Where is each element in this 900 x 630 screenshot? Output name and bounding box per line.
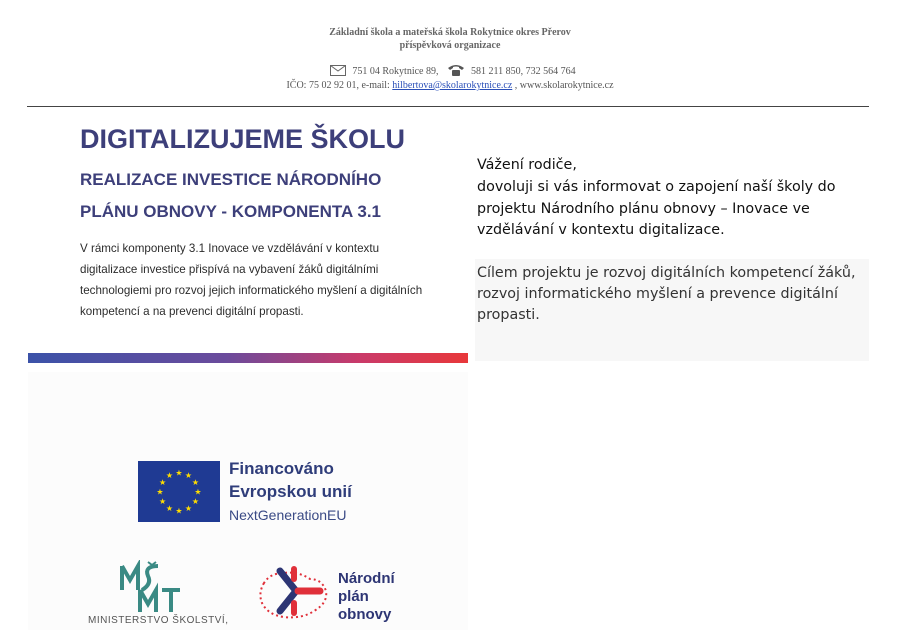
eu-funded-line3: NextGenerationEU bbox=[229, 507, 347, 523]
banner-gradient-stripe bbox=[28, 353, 468, 363]
letter-paragraph2-line: propasti. bbox=[477, 307, 540, 323]
phone-numbers: 581 211 850, 732 564 764 bbox=[470, 65, 576, 77]
eu-flag-icon bbox=[138, 461, 220, 522]
school-name: Základní škola a mateřská škola Rokytnice okres Přerov bbox=[329, 27, 571, 38]
ico-label: IČO: 75 02 92 01, e-mail: bbox=[286, 80, 393, 91]
eu-star: ★ bbox=[156, 487, 164, 497]
eu-star: ★ bbox=[184, 503, 193, 513]
eu-star: ★ bbox=[194, 487, 202, 497]
eu-funded-line2: Evropskou unií bbox=[229, 482, 352, 501]
web-text: , www.skolarokytnice.cz bbox=[512, 80, 614, 91]
letter-paragraph1-line: vzdělávání v kontextu digitalizace. bbox=[477, 222, 725, 238]
msmt-name-text: MINISTERSTVO ŠKOLSTVÍ, bbox=[88, 615, 229, 626]
banner-body-line: digitalizace investice přispívá na vybavení žáků digitálními bbox=[80, 263, 379, 276]
letter-paragraph2-line: rozvoj informatického myšlení a prevence digitální bbox=[477, 286, 838, 302]
eu-star: ★ bbox=[191, 497, 200, 506]
banner-body-line: kompetencí a na prevenci digitální propasti. bbox=[80, 305, 304, 318]
narodni-plan-obnovy-logo-icon bbox=[254, 563, 334, 621]
header-divider bbox=[27, 106, 869, 107]
eu-star: ★ bbox=[165, 503, 174, 513]
id-contact-row bbox=[0, 80, 900, 91]
organization-type: příspěvková organizace bbox=[399, 40, 501, 51]
letter-paragraph1-line: projektu Národního plánu obnovy – Inovace ve bbox=[477, 201, 810, 217]
email-link[interactable]: hilbertova@skolarokytnice.cz bbox=[392, 80, 513, 91]
banner-subtitle-line1: REALIZACE INVESTICE NÁRODNÍHO bbox=[80, 170, 382, 189]
msmt-logo-icon bbox=[118, 560, 188, 616]
npo-text-line1: Národní bbox=[338, 570, 395, 587]
eu-star: ★ bbox=[158, 478, 167, 487]
address-text: 751 04 Rokytnice 89, bbox=[352, 65, 439, 77]
banner-title: DIGITALIZUJEME ŠKOLU bbox=[80, 124, 406, 154]
letter-paragraph1-line: dovoluji si vás informovat o zapojení naší školy do bbox=[477, 179, 836, 195]
banner-subtitle-line2: PLÁNU OBNOVY - KOMPONENTA 3.1 bbox=[80, 202, 381, 221]
npo-text-line2: plán bbox=[338, 588, 369, 605]
banner-body-line: technologiemi pro rozvoj jejich informatického myšlení a digitálních bbox=[80, 284, 423, 297]
eu-star: ★ bbox=[191, 478, 200, 487]
envelope-icon bbox=[330, 65, 346, 79]
eu-star: ★ bbox=[175, 506, 183, 516]
npo-text-line3: obnovy bbox=[338, 606, 392, 623]
telephone-icon bbox=[447, 63, 465, 80]
letter-paragraph2-line: Cílem projektu je rozvoj digitálních kompetencí žáků, bbox=[477, 265, 856, 281]
eu-star: ★ bbox=[165, 471, 174, 481]
eu-star: ★ bbox=[158, 497, 167, 506]
banner-body-line: V rámci komponenty 3.1 Inovace ve vzdělávání v kontextu bbox=[80, 242, 380, 255]
letter-greeting: Vážení rodiče, bbox=[477, 157, 577, 173]
address-row bbox=[0, 63, 900, 80]
eu-star: ★ bbox=[175, 468, 183, 478]
eu-star: ★ bbox=[184, 471, 193, 481]
eu-funded-line1: Financováno bbox=[229, 459, 334, 478]
